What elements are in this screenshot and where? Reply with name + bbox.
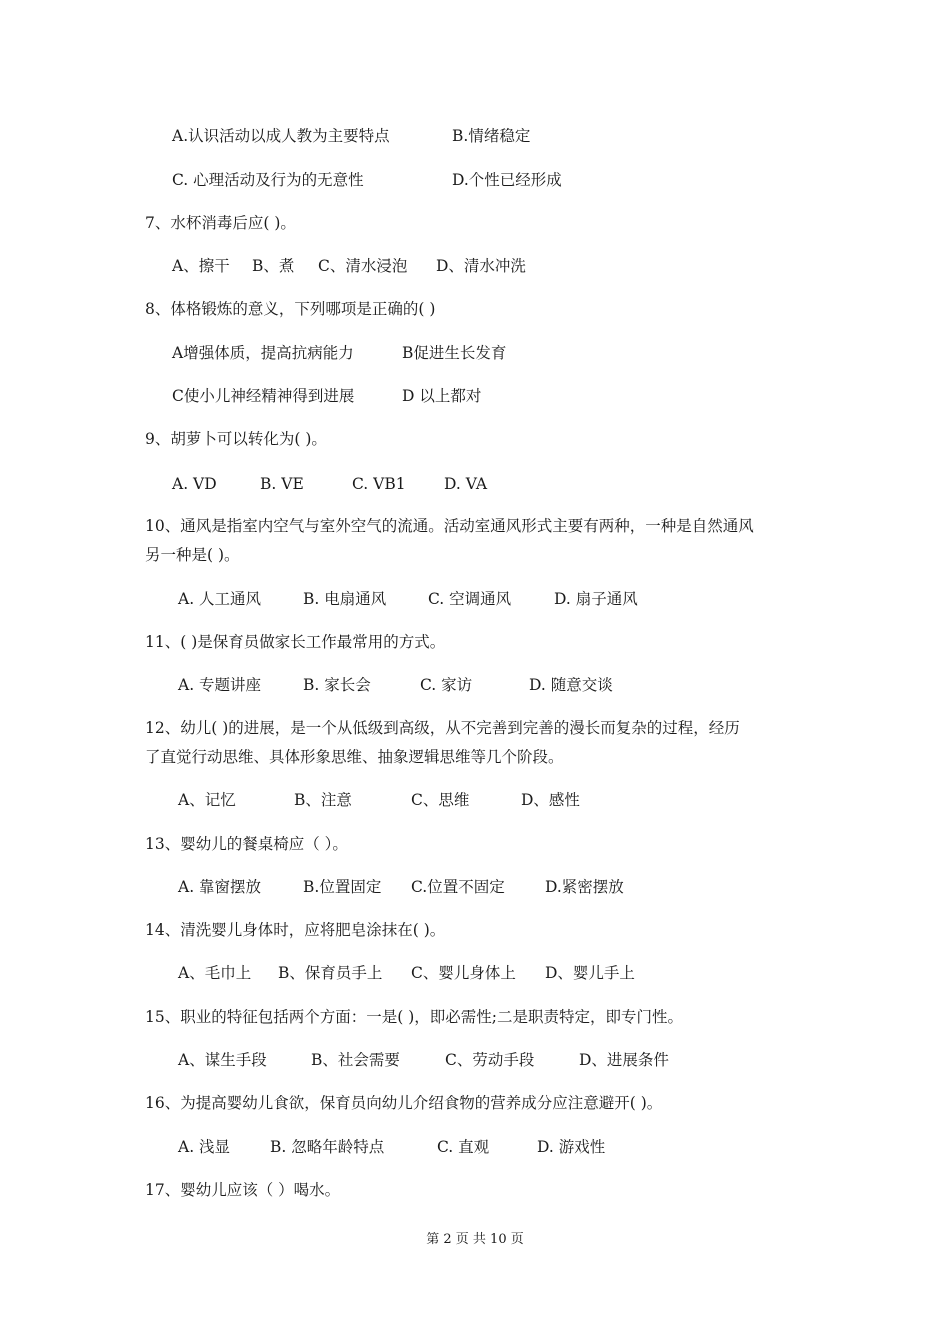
q9-option-d: D. VA	[444, 475, 488, 493]
q7-option-c: C、清水浸泡	[318, 257, 408, 275]
q14-stem: 14、清洗婴儿身体时，应将肥皂涂抹在( )。	[145, 921, 446, 939]
q14-option-a: A、毛巾上	[178, 964, 252, 982]
q16-option-b: B. 忽略年龄特点	[270, 1138, 385, 1156]
q11-stem: 11、( )是保育员做家长工作最常用的方式。	[145, 633, 446, 651]
q9-option-a: A. VD	[172, 475, 217, 493]
q8-stem: 8、体格锻炼的意义，下列哪项是正确的( )	[145, 300, 436, 318]
q10-stem-line-1: 10、通风是指室内空气与室外空气的流通。活动室通风形式主要有两种，一种是自然通风	[145, 517, 754, 535]
q10-option-d: D. 扇子通风	[554, 590, 638, 608]
q7-option-b: B、煮	[252, 257, 295, 275]
q8-option-a: A增强体质，提高抗病能力	[172, 344, 354, 362]
q7-option-a: A、擦干	[172, 257, 230, 275]
q15-option-b: B、社会需要	[311, 1051, 400, 1069]
q11-option-a: A. 专题讲座	[178, 676, 262, 694]
q10-option-b: B. 电扇通风	[303, 590, 387, 608]
q17-stem: 17、婴幼儿应该（ ）喝水。	[145, 1181, 341, 1199]
page-footer: 第 2 页 共 10 页	[426, 1232, 524, 1247]
q11-option-b: B. 家长会	[303, 676, 371, 694]
q13-option-b: B.位置固定	[303, 878, 382, 896]
q10-option-c: C. 空调通风	[428, 590, 512, 608]
q12-option-b: B、注意	[294, 791, 352, 809]
q9-option-c: C. VB1	[352, 475, 406, 493]
q16-option-c: C. 直观	[437, 1138, 490, 1156]
q10-option-a: A. 人工通风	[178, 590, 262, 608]
q15-stem: 15、职业的特征包括两个方面：一是( )，即必需性;二是职责特定，即专门性。	[145, 1008, 683, 1026]
q12-option-d: D、感性	[521, 791, 580, 809]
q14-option-b: B、保育员手上	[278, 964, 383, 982]
q13-option-c: C.位置不固定	[411, 878, 505, 896]
q15-option-a: A、谋生手段	[178, 1051, 267, 1069]
q12-option-c: C、思维	[411, 791, 470, 809]
q11-option-d: D. 随意交谈	[529, 676, 613, 694]
q16-option-a: A. 浅显	[178, 1138, 231, 1156]
q12-option-a: A、记忆	[178, 791, 236, 809]
q6-option-a: A.认识活动以成人教为主要特点	[172, 127, 390, 145]
q15-option-c: C、劳动手段	[445, 1051, 535, 1069]
q9-option-b: B. VE	[260, 475, 304, 493]
q14-option-d: D、婴儿手上	[545, 964, 635, 982]
q12-stem-line-1: 12、幼儿( )的进展，是一个从低级到高级，从不完善到完善的漫长而复杂的过程，经历	[145, 719, 740, 737]
q6-option-d: D.个性已经形成	[452, 171, 562, 189]
q14-option-c: C、婴儿身体上	[411, 964, 516, 982]
q6-option-c: C. 心理活动及行为的无意性	[172, 171, 364, 189]
q13-stem: 13、婴幼儿的餐桌椅应（ ）。	[145, 835, 348, 853]
q13-option-d: D.紧密摆放	[545, 878, 624, 896]
q13-option-a: A. 靠窗摆放	[178, 878, 262, 896]
q16-option-d: D. 游戏性	[537, 1138, 606, 1156]
q9-stem: 9、胡萝卜可以转化为( )。	[145, 430, 327, 448]
q8-option-d: D 以上都对	[402, 387, 482, 405]
q11-option-c: C. 家访	[420, 676, 473, 694]
q7-option-d: D、清水冲洗	[436, 257, 526, 275]
q10-stem-line-2: 另一种是( )。	[145, 546, 240, 564]
q12-stem-line-2: 了直觉行动思维、具体形象思维、抽象逻辑思维等几个阶段。	[145, 748, 564, 766]
q7-stem: 7、水杯消毒后应( )。	[145, 214, 296, 232]
q15-option-d: D、进展条件	[579, 1051, 669, 1069]
q8-option-c: C使小儿神经精神得到进展	[172, 387, 355, 405]
q8-option-b: B促进生长发育	[402, 344, 507, 362]
q16-stem: 16、为提高婴幼儿食欲，保育员向幼儿介绍食物的营养成分应注意避开( )。	[145, 1094, 663, 1112]
q6-option-b: B.情绪稳定	[452, 127, 531, 145]
